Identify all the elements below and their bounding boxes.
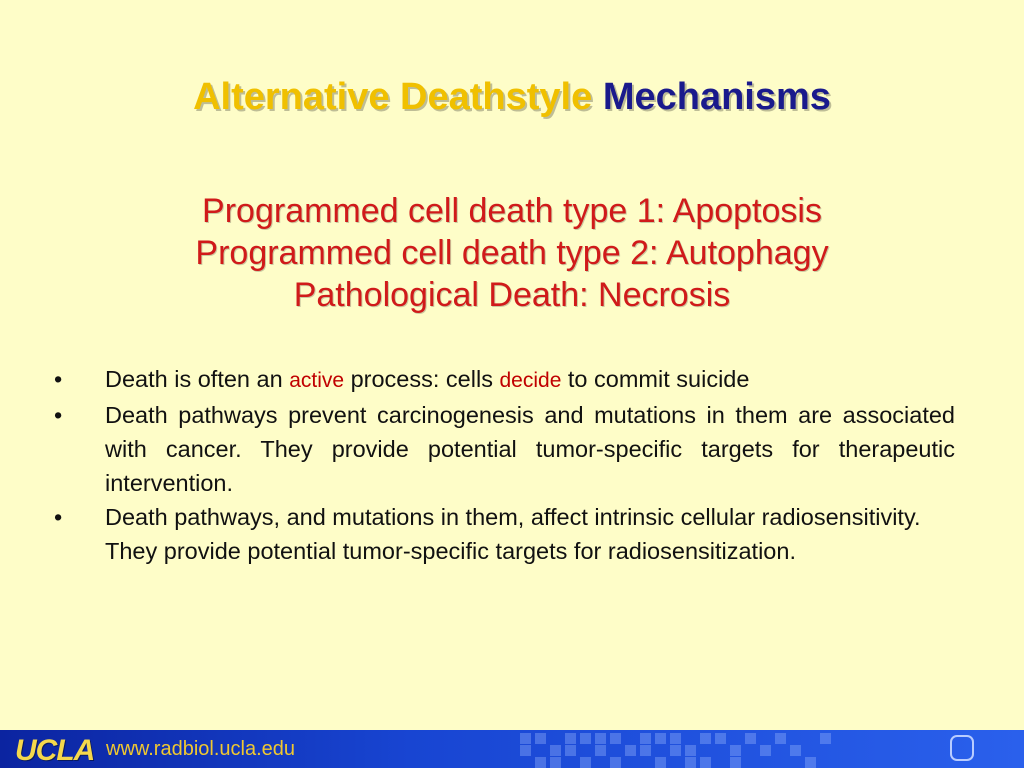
bullet-text: Death pathways prevent carcinogenesis and mutations in them are associated with cancer. They provide potential tumor-specific targets for therapeutic intervention. — [105, 402, 955, 496]
bullet-dot: • — [54, 402, 63, 428]
decorative-square — [535, 733, 546, 744]
title-part-deathstyle: Alternative Deathstyle — [193, 76, 593, 118]
decorative-square — [760, 745, 771, 756]
decorative-square — [655, 733, 666, 744]
decorative-square — [565, 733, 576, 744]
decorative-square — [775, 733, 786, 744]
decorative-square — [700, 757, 711, 768]
decorative-square — [730, 745, 741, 756]
decorative-square — [595, 745, 606, 756]
ucla-logo: UCLA — [15, 734, 95, 767]
bullet-list — [50, 362, 955, 568]
decorative-square — [550, 757, 561, 768]
decorative-square — [610, 757, 621, 768]
highlight-active: active — [289, 369, 345, 392]
decorative-square — [715, 733, 726, 744]
decorative-square — [655, 757, 666, 768]
decorative-square — [580, 757, 591, 768]
subtitle-autophagy: Programmed cell death type 2: Autophagy — [195, 234, 829, 272]
bullet-item-carcinogenesis — [50, 398, 955, 500]
decorative-square — [820, 733, 831, 744]
subtitle-apoptosis: Programmed cell death type 1: Apoptosis — [202, 192, 822, 230]
decorative-square — [580, 733, 591, 744]
bullet-text-mid: process: cells — [344, 366, 500, 392]
decorative-square — [640, 733, 651, 744]
slide-nav-icon[interactable] — [950, 735, 974, 761]
decorative-square — [745, 733, 756, 744]
highlight-decide: decide — [499, 369, 562, 392]
slide-title — [0, 76, 1024, 119]
bullet-text-post: to commit suicide — [561, 366, 750, 392]
bullet-text-pre: Death is often an — [105, 366, 290, 392]
decorative-square — [610, 733, 621, 744]
decorative-square — [790, 745, 801, 756]
bullet-dot: • — [54, 504, 63, 530]
decorative-square — [520, 745, 531, 756]
decorative-squares — [520, 730, 840, 768]
decorative-square — [670, 733, 681, 744]
footer-url-link[interactable]: www.radbiol.ucla.edu — [106, 738, 295, 760]
footer-bar — [0, 730, 1024, 768]
title-part-mechanisms: Mechanisms — [602, 76, 831, 118]
bullet-dot: • — [54, 366, 63, 392]
decorative-square — [730, 757, 741, 768]
subtitle-block — [0, 190, 1024, 316]
bullet-text: Death pathways, and mutations in them, affect intrinsic cellular radiosensitivity. They provide potential tumor-specific targets for radiosensitization. — [105, 504, 921, 564]
decorative-square — [535, 757, 546, 768]
decorative-square — [640, 745, 651, 756]
decorative-square — [685, 757, 696, 768]
subtitle-necrosis: Pathological Death: Necrosis — [293, 276, 731, 314]
bullet-item-radiosensitivity — [50, 500, 955, 568]
decorative-square — [805, 757, 816, 768]
decorative-square — [550, 745, 561, 756]
bullet-item-active-process — [50, 362, 955, 398]
decorative-square — [685, 745, 696, 756]
decorative-square — [625, 745, 636, 756]
decorative-square — [700, 733, 711, 744]
decorative-square — [565, 745, 576, 756]
decorative-square — [520, 733, 531, 744]
decorative-square — [595, 733, 606, 744]
decorative-square — [670, 745, 681, 756]
